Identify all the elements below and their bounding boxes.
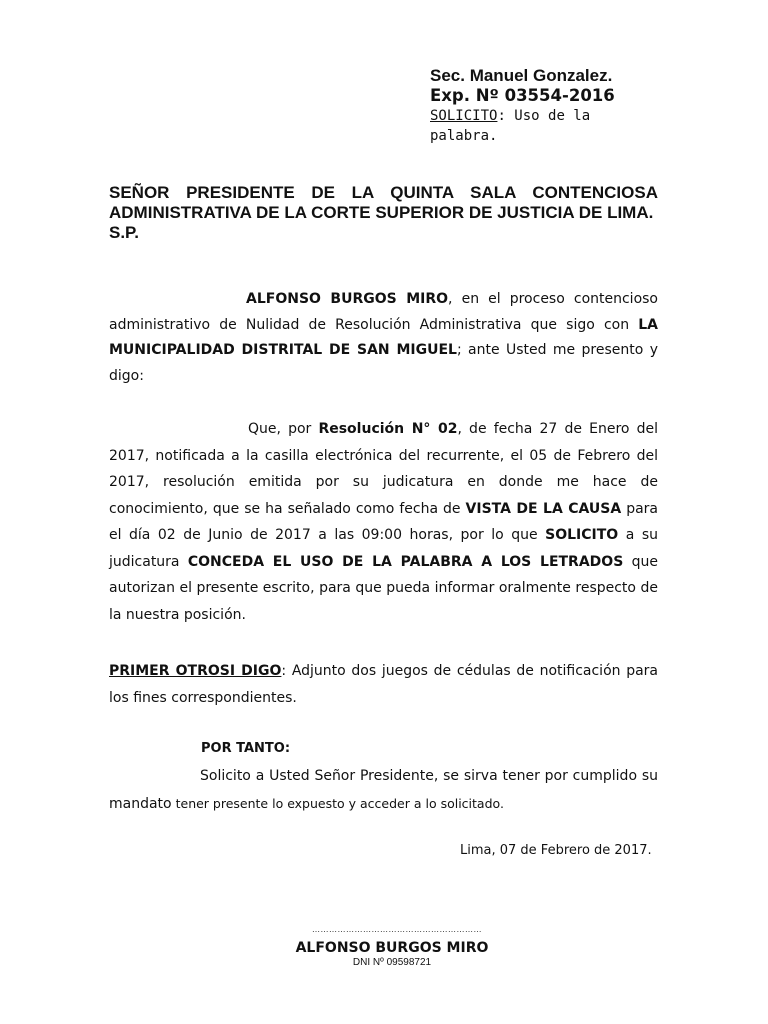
petitioner-name: ALFONSO BURGOS MIRO xyxy=(246,291,449,307)
intro-text-end: ; ante Usted me presento y digo: xyxy=(109,342,659,384)
intro-paragraph xyxy=(109,287,658,389)
por-tanto-heading: POR TANTO: xyxy=(201,741,291,756)
signatory-name: ALFONSO BURGOS MIRO xyxy=(295,940,489,956)
secretary-line: Sec. Manuel Gonzalez. xyxy=(430,66,613,85)
otrosi-paragraph xyxy=(109,658,658,711)
main-text-5: que autorizan el presente escrito, para que pueda informar oralmente respecto de la nuestra posición. xyxy=(109,553,658,623)
defendant-entity: LA MUNICIPALIDAD DISTRITAL DE SAN MIGUEL xyxy=(109,316,658,358)
main-paragraph xyxy=(109,416,658,628)
vista-causa: VISTA DE LA CAUSA xyxy=(465,500,622,517)
solicito-bold: SOLICITO xyxy=(545,527,619,543)
addressee-sp: S.P. xyxy=(109,223,139,242)
closing-text-2: tener presente lo expuesto y acceder a lo solicitado. xyxy=(171,796,504,811)
intro-text: , en el proceso contencioso administrativo de Nulidad de Resolución Administrativa que sigo con xyxy=(109,291,658,333)
resolution-number: Resolución N° 02 xyxy=(318,421,458,437)
closing-text-1: Solicito a Usted Señor Presidente, se sirva tener por cumplido su mandato xyxy=(109,768,658,812)
case-header xyxy=(430,66,670,146)
signature-line: …………………………………………………… xyxy=(312,925,482,934)
main-text-2: , de fecha 27 de Enero del 2017, notificada a la casilla electrónica del recurrente, el 05 de Febrero del 2017, resolución emitida por su judicatura en donde me hace de conocimiento, que se ha señalado como fecha de xyxy=(109,421,658,517)
otrosi-text: : Adjunto dos juegos de cédulas de notificación para los fines correspondientes. xyxy=(109,663,658,706)
addressee-line: SEÑOR PRESIDENTE DE LA QUINTA SALA CONTENCIOSA ADMINISTRATIVA DE LA CORTE SUPERIOR DE JUSTICIA DE LIMA. xyxy=(109,183,658,222)
otrosi-label: PRIMER OTROSI DIGO xyxy=(109,663,282,679)
main-text-3: para el día 02 de Junio de 2017 a las 09:00 horas, por lo que xyxy=(109,500,658,543)
expediente-number: Exp. Nº 03554-2016 xyxy=(430,86,615,105)
main-text-1: Que, por xyxy=(248,421,319,437)
closing-paragraph xyxy=(109,763,658,818)
signatory-dni: DNI Nº 09598721 xyxy=(352,957,432,968)
addressee-block xyxy=(109,183,658,243)
solicito-label: SOLICITO xyxy=(430,108,498,124)
request-bold: CONCEDA EL USO DE LA PALABRA A LOS LETRADOS xyxy=(187,553,624,570)
main-text-4: a su judicatura xyxy=(109,527,658,570)
date-line: Lima, 07 de Febrero de 2017. xyxy=(460,843,652,858)
solicito-text: : Uso de la palabra. xyxy=(430,108,591,144)
solicito-summary xyxy=(430,106,630,146)
